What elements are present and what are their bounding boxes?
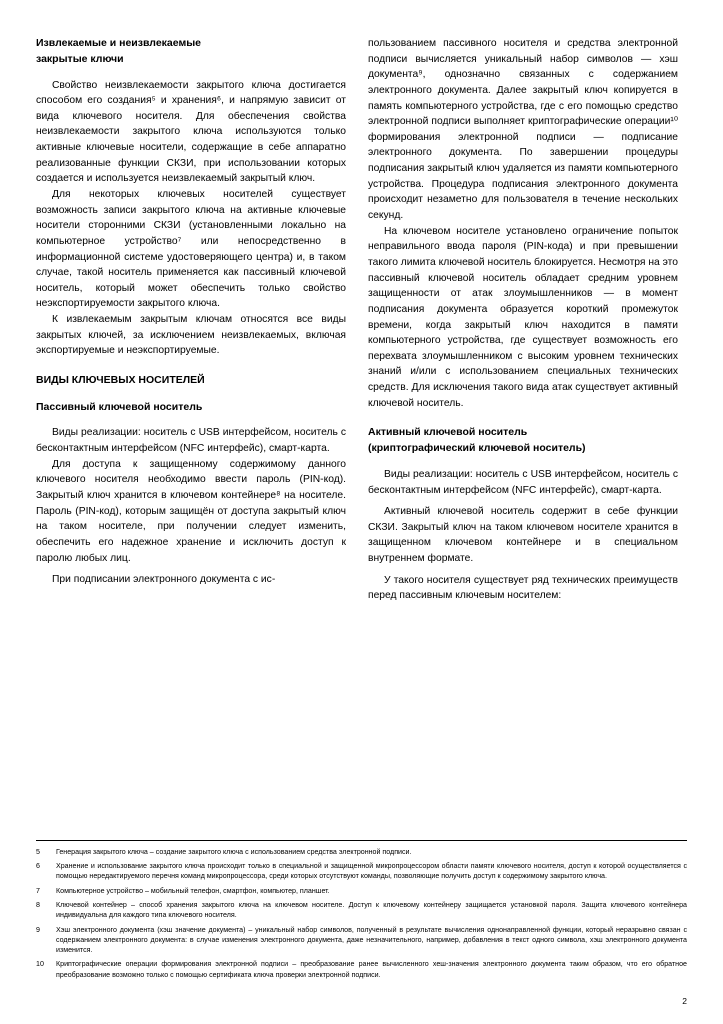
footnote-number: 6 <box>36 862 40 871</box>
spacer <box>36 415 346 425</box>
heading-line-1: Извлекаемые и неизвлекаемые <box>36 37 202 49</box>
section-title: ВИДЫ КЛЮЧЕВЫХ НОСИТЕЛЕЙ <box>36 374 205 387</box>
footnote-divider <box>36 840 687 841</box>
subsection-title: Пассивный ключевой носитель <box>36 401 203 414</box>
spacer <box>368 411 678 425</box>
heading-line-2: закрытые ключи <box>36 52 124 65</box>
footnote-text: Ключевой контейнер – способ хранения закрытого ключа на ключевом носителе. Доступ к ключевому контейнеру защищается установкой пароля. Защита ключевого контейнера индивидуальна для каждого типа ключевого носителя. <box>56 901 687 920</box>
footnote-text: Компьютерное устройство – мобильный телефон, смартфон, компьютер, планшет. <box>56 886 330 895</box>
footnotes-section <box>36 840 687 984</box>
footnote-number: 9 <box>36 925 40 934</box>
footnote-text: Генерация закрытого ключа – создание закрытого ключа с использованием средства электронной подписи. <box>56 847 412 856</box>
footnote-item <box>36 861 687 882</box>
paragraph: Виды реализации: носитель с USB интерфейсом, носитель с бесконтактным интерфейсом (NFC интерфейс), смарт-карта. <box>36 427 346 455</box>
heading-line-2: (криптографический ключевой носитель) <box>368 442 586 455</box>
spacer <box>36 390 346 400</box>
paragraph: У такого носителя существует ряд технических преимуществ перед пассивным ключевым носителем: <box>368 574 678 602</box>
footnote-item <box>36 959 687 980</box>
footnote-item <box>36 925 687 956</box>
left-column <box>36 36 346 588</box>
paragraph: пользованием пассивного носителя и средства электронной подписи вычисляется уникальный набор символов — хэш документа⁹, однозначно связанных с содержанием электронного документа. Далее закрытый ключ копируется в память компьютерного устройства, где с его помощью средство электронной подписи выполняет криптографические операции¹⁰ формирования электронной подписи — подписание электронного документа. По завершении процедуры подписания закрытый ключ удаляется из памяти компьютерного устройства. Процедура подписания электронного документа происходит незаметно для пользователя в течение нескольких секунд. <box>368 38 678 222</box>
two-column-layout <box>36 36 687 604</box>
footnote-number: 8 <box>36 901 40 910</box>
footnote-item <box>36 900 687 921</box>
footnote-number: 10 <box>36 960 44 969</box>
paragraph: Свойство неизвлекаемости закрытого ключа достигается способом его создания⁵ и хранения⁶, и напрямую зависит от вида ключевого носителя. Для обеспечения свойства неизвлекаемости закрытого ключа используются только активные ключевые носители, содержащие в себе аппаратно реализованные функции СКЗИ, при использовании которых создается и используется неизвлекаемый закрытый ключ. <box>36 79 346 185</box>
footnote-number: 7 <box>36 886 40 895</box>
paragraph: Виды реализации: носитель с USB интерфейсом, носитель с бесконтактным интерфейсом (NFC интерфейс), смарт-карта. <box>368 468 678 496</box>
right-column <box>368 36 678 604</box>
paragraph: Активный ключевой носитель содержит в себе функции СКЗИ. Закрытый ключ на таком ключевом носителе хранится в защищенном ключевом контейнере и в специальном внутреннем формате. <box>368 506 678 565</box>
paragraph: Для некоторых ключевых носителей существует возможность записи закрытого ключа на активные ключевые носители сторонними СКЗИ (установленными локально на компьютерное устройство⁷ или непосредственно в информационной системе удостоверяющего центра) и, в таком случае, такой носитель применяется как пассивный ключевой носитель, который может обеспечить только свойство неэкспортируемости закрытого ключа. <box>36 188 346 310</box>
spacer <box>36 359 346 373</box>
paragraph: На ключевом носителе установлено ограничение попыток неправильного ввода пароля (PIN-кода) и при превышении такого лимита ключевой носитель блокируется. Несмотря на это пассивный ключевой носитель обладает средним уровнем защищенности от атак злоумышленников — в момент подписания документа образуется короткий промежуток времени, когда закрытый ключ находится в памяти компьютерного устройства, где существует возможность его перехвата злоумышленником с высоким уровнем технических знаний и/или с использованием специальных технических средств. Для исключения такого вида атак существует активный ключевой носитель. <box>368 225 678 409</box>
left-column-heading <box>36 36 346 68</box>
footnote-text: Хранение и использование закрытого ключа происходит только в специальной и защищенной микропроцессором области памяти ключевого носителя, доступ к которой осуществляется с помощью нередактируемого перечня команд микропроцессора, среди которых отсутствуют команды, позволяющие получить доступ к содержимому закрытого ключа. <box>56 862 687 881</box>
footnote-text: Хэш электронного документа (хэш значение документа) – уникальный набор символов, полученный в результате вычисления однонаправленной функции, который неразрывно связан с содержанием электронного документа: в случае изменения электронного документа, даже незначительного, например, добавления в текст одного символа, хэш электронного документа изменится. <box>56 925 687 955</box>
footnote-number: 5 <box>36 847 40 856</box>
footnote-item <box>36 886 687 896</box>
page-number: 2 <box>682 996 687 1006</box>
paragraph: При подписании электронного документа с ис- <box>52 574 276 586</box>
footnote-item <box>36 847 687 857</box>
footnote-text: Криптографические операции формирования электронной подписи – преобразование ранее вычисленного хеш-значения электронного документа таким образом, что его обратное преобразование возможно только с помощью сертификата ключа проверки электронной подписи. <box>56 960 687 979</box>
heading-line-1: Активный ключевой носитель <box>368 426 528 439</box>
right-column-subsection-heading <box>368 425 678 457</box>
paragraph: К извлекаемым закрытым ключам относятся все виды закрытых ключей, за исключением неизвлекаемых, включая экспортируемые и неэкспортируемые. <box>36 314 346 357</box>
paragraph: Для доступа к защищенному содержимому данного ключевого носителя необходимо ввести пароль (PIN-код). Закрытый ключ хранится в ключевом контейнере⁸ на носителе. Пароль (PIN-код), которым защищён от доступа закрытый ключ на таком носителе, при получении следует изменить, обеспечить его надежное хранение и исключить доступ к паролю любых лиц. <box>36 458 346 564</box>
